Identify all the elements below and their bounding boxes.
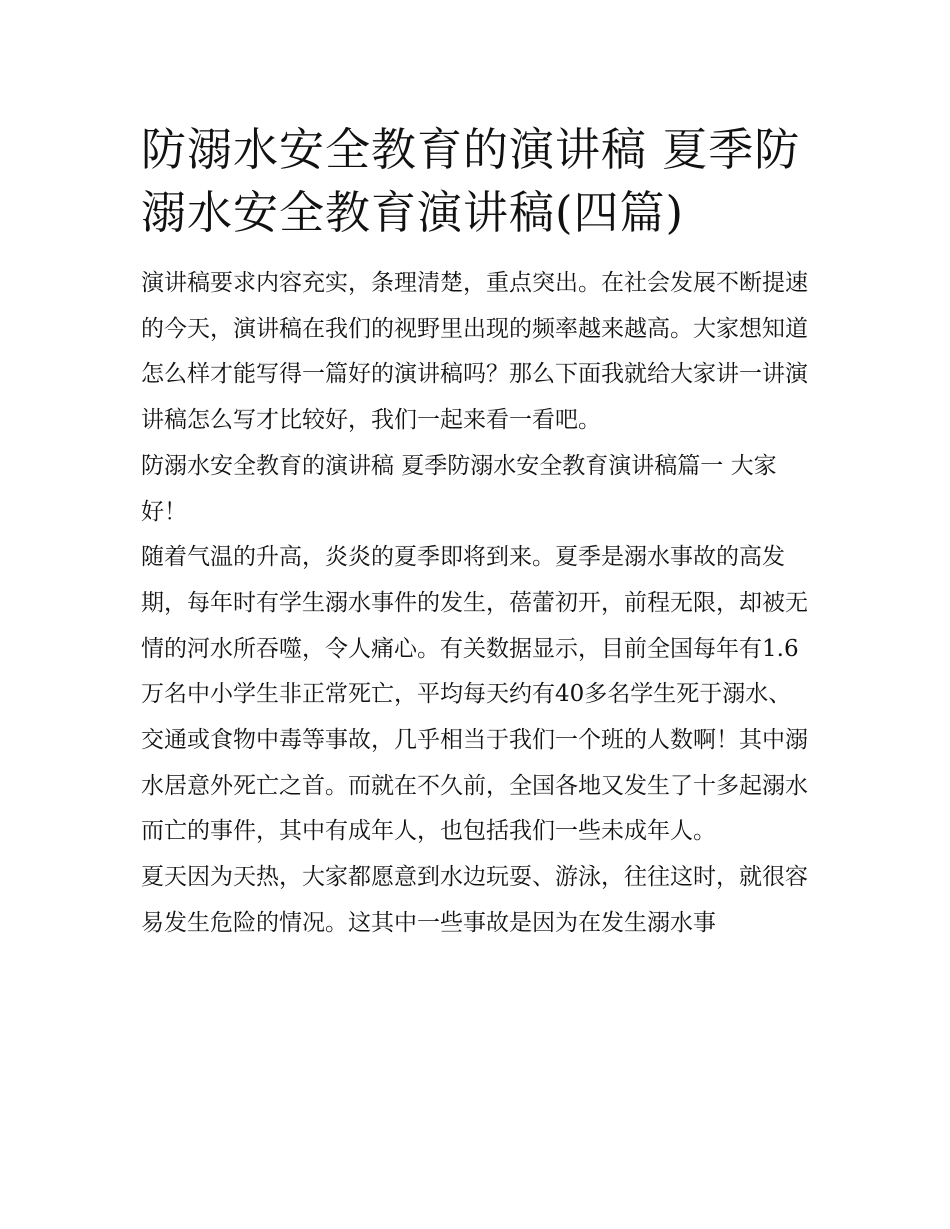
document-title: 防溺水安全教育的演讲稿 夏季防溺水安全教育演讲稿(四篇) (141, 123, 801, 239)
body-paragraph: 夏天因为天热，大家都愿意到水边玩耍、游泳，往往这时，就很容易发生危险的情况。这其中一些事故是因为在发生溺水事 (141, 864, 808, 936)
intro-paragraph: 演讲稿要求内容充实，条理清楚，重点突出。在社会发展不断提速的今天，演讲稿在我们的视野里出现的频率越来越高。大家想知道怎么样才能写得一篇好的演讲稿吗？那么下面我就给大家讲一讲演讲稿怎么写才比较好，我们一起来看一看吧。 (141, 270, 808, 434)
body-paragraph: 随着气温的升高，炎炎的夏季即将到来。夏季是溺水事故的高发期，每年时有学生溺水事件的发生，蓓蕾初开，前程无限，却被无情的河水所吞噬，令人痛心。有关数据显示，目前全国每年有1.6万名中小学生非正常死亡，平均每天约有40多名学生死于溺水、交通或食物中毒等事故，几乎相当于我们一个班的人数啊！其中溺水居意外死亡之首。而就在不久前，全国各地又发生了十多起溺水而亡的事件，其中有成年人，也包括我们一些未成年人。 (141, 544, 808, 845)
section-heading-paragraph: 防溺水安全教育的演讲稿 夏季防溺水安全教育演讲稿篇一 大家好！ (141, 452, 777, 525)
document-body (141, 118, 811, 947)
